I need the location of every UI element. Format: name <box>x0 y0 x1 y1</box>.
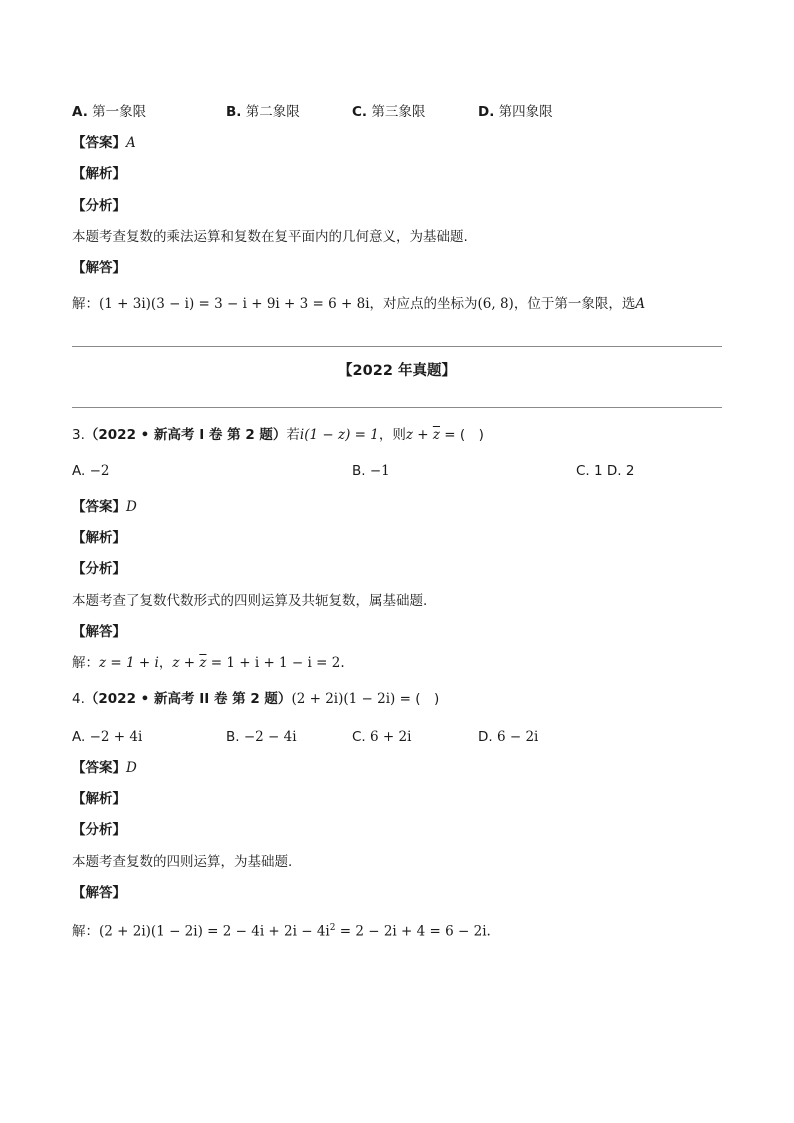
q4-answer-line: 【答案】D <box>72 760 137 776</box>
q4-option-a: A. −2 + 4i <box>72 729 143 745</box>
q4-fenxi-heading: 【分析】 <box>72 822 126 838</box>
q4-jiexi-heading: 【解析】 <box>72 791 126 807</box>
q3-option-a: A. −2 <box>72 463 110 479</box>
q4-solution: 解：$(2 + 2i)(1 - 2i) = 2 - 4i + 2i - 4i^2 = 2 - 2i + 4 = 6 - 2i$. <box>72 923 491 940</box>
q3-jieda-heading: 【解答】 <box>72 624 126 640</box>
q2-jieda-heading: 【解答】 <box>72 260 126 276</box>
q3-analysis-text: 本题考查了复数代数形式的四则运算及共轭复数，属基础题. <box>72 593 428 609</box>
q3-option-c-d: C. 1 D. 2 <box>576 463 635 479</box>
q2-solution: 解：(1 + 3i)(3 − i) = 3 − i + 9i + 3 = 6 + 8i，对应点的坐标为(6, 8)，位于第一象限，选A <box>72 296 646 312</box>
q2-analysis-text: 本题考查复数的乘法运算和复数在复平面内的几何意义，为基础题. <box>72 229 468 245</box>
q3-jiexi-heading: 【解析】 <box>72 530 126 546</box>
q3-fenxi-heading: 【分析】 <box>72 561 126 577</box>
section-bottom-rule <box>72 407 722 408</box>
q3-answer-line: 【答案】D <box>72 499 137 515</box>
q2-option-d: D. 第四象限 <box>478 104 553 120</box>
q4-analysis-text: 本题考查复数的四则运算，为基础题. <box>72 854 293 870</box>
q2-answer-line: 【答案】A <box>72 135 136 151</box>
q4-option-b: B. −2 − 4i <box>226 729 297 745</box>
q4-stem: 4.（2022 • 新高考 II 卷 第 2 题）(2 + 2i)(1 − 2i) = ( ) <box>72 691 440 707</box>
q2-fenxi-heading: 【分析】 <box>72 198 126 214</box>
q4-option-c: C. 6 + 2i <box>352 729 412 745</box>
q2-option-b: B. 第二象限 <box>226 104 300 120</box>
q2-option-a: A. 第一象限 <box>72 104 147 120</box>
q3-stem: 3.（2022 • 新高考 I 卷 第 2 题）若i(1 − z) = 1，则$z + \overline{z}$ = ( ) <box>72 427 484 443</box>
q4-jieda-heading: 【解答】 <box>72 885 126 901</box>
section-top-rule <box>72 346 722 347</box>
q2-jiexi-heading: 【解析】 <box>72 166 126 182</box>
q2-option-c: C. 第三象限 <box>352 104 426 120</box>
section-title: 【2022 年真题】 <box>338 363 456 379</box>
q3-option-b: B. −1 <box>352 463 390 479</box>
q3-solution: 解：z = 1 + i，$z + \overline{z} = 1 + i + 1 - i = 2$. <box>72 655 345 671</box>
q4-option-d: D. 6 − 2i <box>478 729 539 745</box>
